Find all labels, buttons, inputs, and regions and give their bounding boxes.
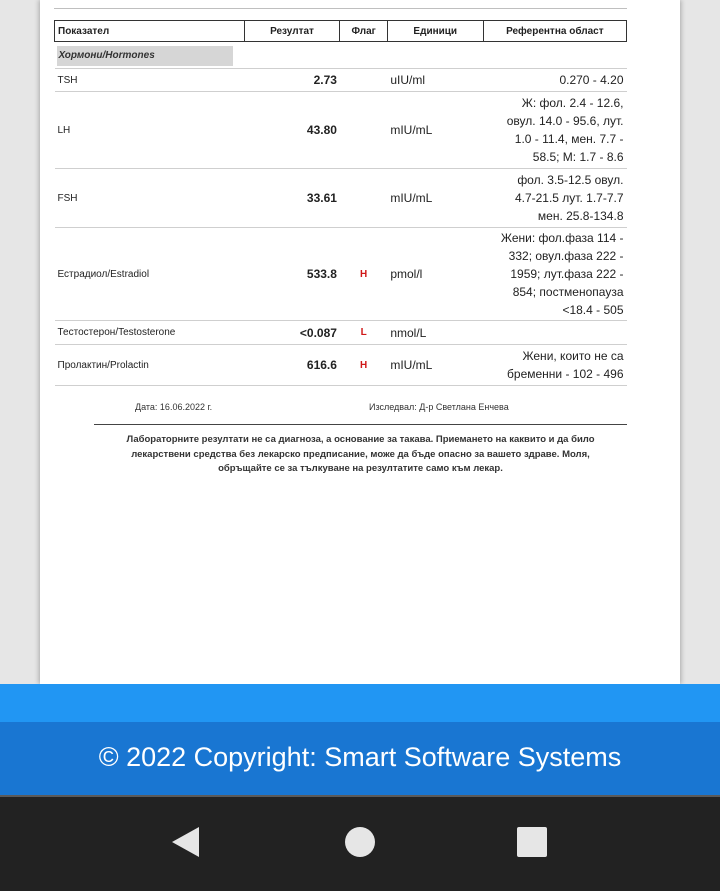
bottom-divider [94,424,627,425]
header-reference: Референтна област [483,21,626,42]
back-button[interactable] [166,824,206,860]
ref-line: мен. 25.8-134.8 [537,209,624,223]
ref-line: Ж: фол. 2.4 - 12.6, [521,96,624,110]
disclaimer-line: обръщайте се за тълкуване на резултатите само към лекар. [218,463,503,474]
row-result: 2.73 [244,69,340,92]
row-reference [483,321,626,345]
row-name: Естрадиол/Estradiol [55,228,245,321]
footer-top-strip [0,684,720,722]
table-row [55,169,627,228]
ref-line: 58.5; М: 1.7 - 8.6 [532,150,624,164]
row-flag: L [340,321,387,345]
row-result: 43.80 [244,92,340,169]
header-flag: Флаг [340,21,387,42]
row-unit: mIU/mL [387,169,483,228]
disclaimer-line: Лабораторните резултати не са диагноза, а основание за такава. Приемането на каквито и да било [126,434,595,445]
ref-line: фол. 3.5-12.5 овул. [517,173,624,187]
row-flag: H [340,345,387,386]
footer [0,722,720,795]
ref-line: Жени: фол.фаза 114 - [500,231,624,245]
row-flag: H [340,228,387,321]
top-divider [54,8,627,9]
header-result: Резултат [244,21,340,42]
home-button[interactable] [340,824,380,860]
recents-icon [517,827,547,857]
ref-line: Жени, които не са [522,349,624,363]
row-flag [340,92,387,169]
row-name: Тестостерон/Testosterone [55,321,245,345]
ref-line: 854; постменопауза [512,285,624,299]
recents-button[interactable] [512,824,552,860]
section-label: Хормони/Hormones [57,46,233,66]
table-row [55,345,627,386]
results-table [54,20,627,386]
row-name: FSH [55,169,245,228]
table-row [55,92,627,169]
ref-line: 0.270 - 4.20 [559,73,624,87]
back-icon [172,827,199,857]
row-unit: nmol/L [387,321,483,345]
table-header-row [55,21,627,42]
home-icon [345,827,375,857]
row-reference [483,345,626,386]
row-reference [483,169,626,228]
row-name: Пролактин/Prolactin [55,345,245,386]
row-reference [483,228,626,321]
row-unit: uIU/ml [387,69,483,92]
header-indicator: Показател [55,21,245,42]
system-navbar [0,797,720,891]
ref-line: овул. 14.0 - 95.6, лут. [506,114,624,128]
row-result: 533.8 [244,228,340,321]
table-row [55,228,627,321]
row-result: 33.61 [244,169,340,228]
ref-line: <18.4 - 505 [562,303,624,317]
row-reference [483,69,626,92]
ref-line: 1959; лут.фаза 222 - [510,267,624,281]
row-result: 616.6 [244,345,340,386]
row-flag [340,69,387,92]
ref-line: бременни - 102 - 496 [507,367,624,381]
examined-by: Изследвал: Д-р Светлана Енчева [369,402,509,412]
ref-line: 332; овул.фаза 222 - [508,249,624,263]
row-flag [340,169,387,228]
row-unit: pmol/l [387,228,483,321]
row-name: LH [55,92,245,169]
section-row [55,42,627,69]
row-reference [483,92,626,169]
disclaimer-line: лекарствени средства без лекарско предписание, може да бъде опасно за вашето здраве. Моля, [131,448,590,460]
row-unit: mIU/mL [387,92,483,169]
row-result: <0.087 [244,321,340,345]
header-units: Единици [387,21,483,42]
row-name: TSH [55,69,245,92]
row-unit: mIU/mL [387,345,483,386]
table-row [55,69,627,92]
ref-line: 1.0 - 11.4, мен. 7.7 - [514,132,624,146]
report-date: Дата: 16.06.2022 г. [135,402,213,412]
disclaimer [94,433,627,477]
table-row [55,321,627,345]
ref-line: 4.7-21.5 лут. 1.7-7.7 [514,191,624,205]
copyright-text: © 2022 Copyright: Smart Software Systems [98,742,622,772]
